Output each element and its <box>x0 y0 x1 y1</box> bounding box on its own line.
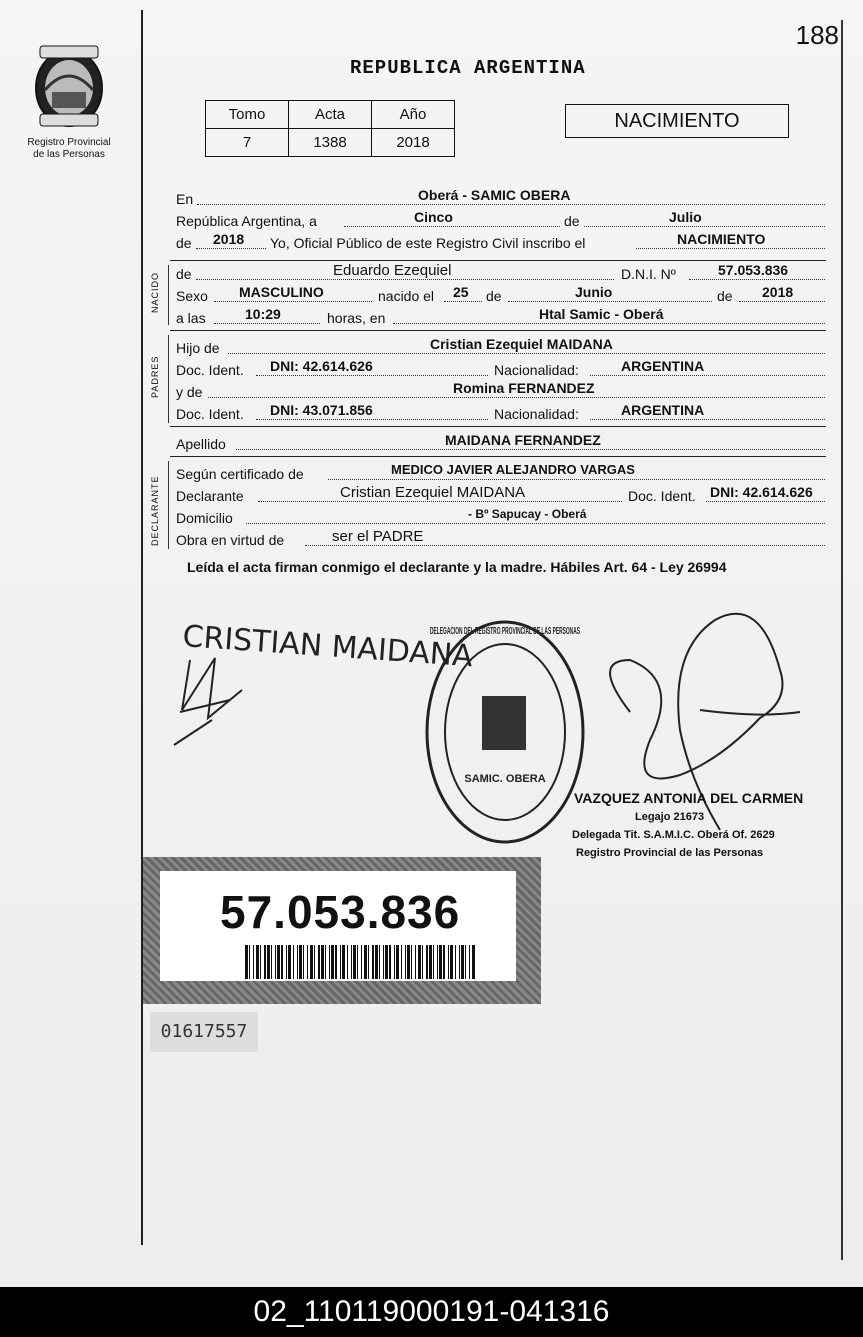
ticket-number: 01617557 <box>150 1012 258 1052</box>
left-margin-line <box>141 10 143 1245</box>
nacido-de-label-2: de <box>486 288 502 304</box>
official-name: VAZQUEZ ANTONIA DEL CARMEN <box>574 790 804 806</box>
obra-value: ser el PADRE <box>332 528 424 545</box>
father-doc-value: DNI: 42.614.626 <box>270 358 373 374</box>
birth-day-value: 25 <box>453 284 469 300</box>
footer-code: 02_110119000191-041316 <box>0 1287 863 1337</box>
document-title: REPUBLICA ARGENTINA <box>350 57 586 79</box>
register-table <box>205 100 455 157</box>
father-doc-label: Doc. Ident. <box>176 362 244 378</box>
horas-en-label: horas, en <box>327 310 386 326</box>
republica-label: República Argentina, a <box>176 213 317 229</box>
sexo-label: Sexo <box>176 288 208 304</box>
stamp-ring-text: DELEGACION DEL REGISTRO PROVINCIAL DE LAS PERSONAS <box>430 626 581 637</box>
birth-place-value: Htal Samic - Oberá <box>539 306 664 322</box>
barcode-number: 57.053.836 <box>220 886 461 938</box>
certificado-value: MEDICO JAVIER ALEJANDRO VARGAS <box>391 462 635 477</box>
declarante-doc-value: DNI: 42.614.626 <box>710 484 813 500</box>
mother-doc-value: DNI: 43.071.856 <box>270 402 373 418</box>
logo-caption: Registro Provincial de las Personas <box>27 137 111 160</box>
official-legajo: Legajo 21673 <box>635 811 705 823</box>
dni-value: 57.053.836 <box>718 262 789 278</box>
official-office: Registro Provincial de las Personas <box>576 847 764 859</box>
mother-doc-label: Doc. Ident. <box>176 406 244 422</box>
declarant-signature <box>174 658 242 745</box>
acta-value: 1388 <box>289 129 372 157</box>
mother-nac-label: Nacionalidad: <box>494 406 579 422</box>
de-label-1: de <box>564 213 580 229</box>
tomo-value: 7 <box>206 129 289 157</box>
closing-statement: Leída el acta firman conmigo el declarante y la madre. Hábiles Art. 64 - Ley 26994 <box>187 559 727 575</box>
father-nac-value: ARGENTINA <box>621 358 705 374</box>
en-label: En <box>176 191 194 207</box>
nacido-name-value: Eduardo Ezequiel <box>333 262 452 279</box>
page-number: 188 <box>795 20 839 50</box>
month-value: Julio <box>669 209 702 225</box>
tomo-header: Tomo <box>206 101 289 129</box>
sexo-value: MASCULINO <box>239 284 324 300</box>
day-value: Cinco <box>414 209 453 225</box>
birth-year-value: 2018 <box>762 284 794 300</box>
birth-month-value: Junio <box>575 284 613 300</box>
father-name-value: Cristian Ezequiel MAIDANA <box>430 336 613 352</box>
act-type-box: NACIMIENTO <box>565 104 789 138</box>
apellido-value: MAIDANA FERNANDEZ <box>445 432 601 448</box>
handwritten-name: CRISTIAN MAIDANA <box>181 619 474 675</box>
nacido-section-label: NACIDO <box>150 271 160 313</box>
apellido-label: Apellido <box>176 436 226 452</box>
declarante-value: Cristian Ezequiel MAIDANA <box>340 484 526 501</box>
acta-header: Acta <box>289 101 372 129</box>
official-stamp <box>420 612 590 857</box>
certificado-label: Según certificado de <box>176 466 304 482</box>
official-role: Delegada Tit. S.A.M.I.C. Oberá Of. 2629 <box>572 829 775 841</box>
birth-time-value: 10:29 <box>245 306 281 322</box>
stamp-center-text: SAMIC. OBERA <box>464 773 546 785</box>
nacido-de-label-3: de <box>717 288 733 304</box>
obra-label: Obra en virtud de <box>176 532 285 548</box>
inscribe-value: NACIMIENTO <box>677 231 766 247</box>
declarante-doc-label: Doc. Ident. <box>628 488 696 504</box>
nacido-de-label: de <box>176 266 192 282</box>
padres-section-label: PADRES <box>150 355 160 398</box>
father-nac-label: Nacionalidad: <box>494 362 579 378</box>
anio-value: 2018 <box>372 129 455 157</box>
province-seal-logo <box>30 42 108 130</box>
de-label-2: de <box>176 235 192 251</box>
mother-nac-value: ARGENTINA <box>621 402 705 418</box>
declarante-section-label: DECLARANTE <box>150 475 160 546</box>
dni-label: D.N.I. Nº <box>621 266 676 282</box>
declarante-label: Declarante <box>176 488 244 504</box>
hijo-de-label: Hijo de <box>176 340 220 356</box>
domicilio-label: Domicilio <box>176 510 233 526</box>
barcode-icon <box>245 945 475 979</box>
domicilio-value: - Bº Sapucay - Oberá <box>468 507 587 521</box>
mother-name-value: Romina FERNANDEZ <box>453 380 595 396</box>
barcode-label <box>143 857 541 1004</box>
en-value: Oberá - SAMIC OBERA <box>418 187 571 203</box>
y-de-label: y de <box>176 384 203 400</box>
year-value: 2018 <box>213 231 245 247</box>
official-text: Yo, Oficial Público de este Registro Civil inscribo el <box>270 235 586 251</box>
nacido-el-label: nacido el <box>378 288 435 304</box>
a-las-label: a las <box>176 310 206 326</box>
anio-header: Año <box>372 101 455 129</box>
